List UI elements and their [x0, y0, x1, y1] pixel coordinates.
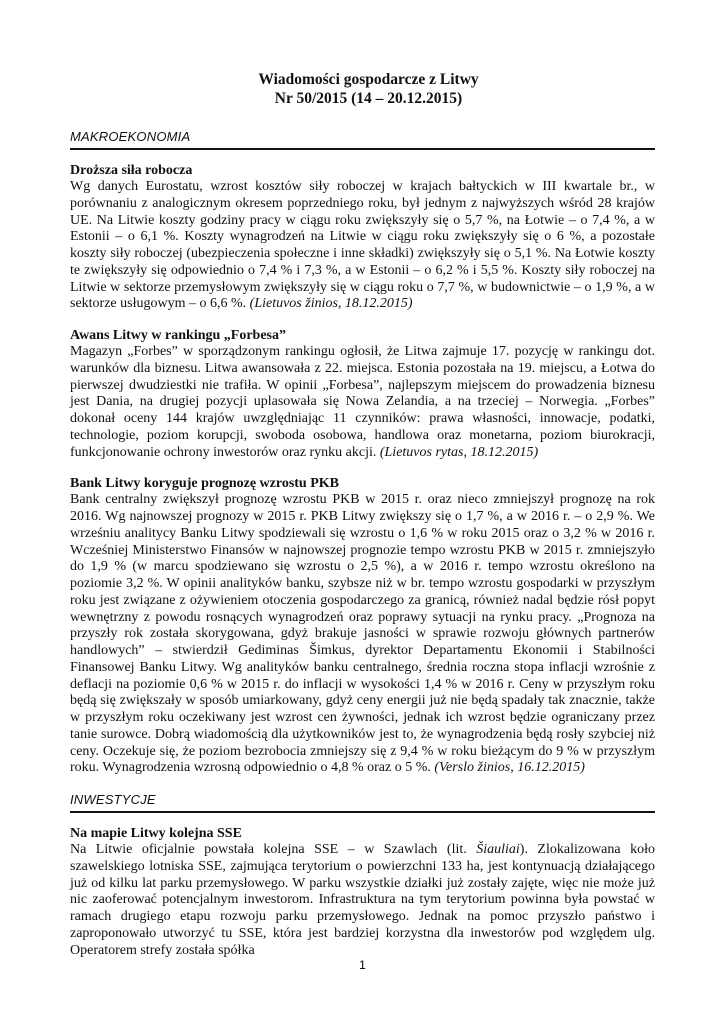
article-source: (Lietuvos žinios, 18.12.2015): [249, 296, 413, 312]
article-body: [70, 492, 655, 777]
article-body: [70, 344, 655, 461]
section-header-makroekonomia: MAKROEKONOMIA: [70, 128, 655, 150]
page-number: 1: [359, 958, 366, 972]
article-text: Wg danych Eurostatu, wzrost kosztów siły roboczej w krajach bałtyckich w III kwartale br., w porównaniu z analogicznym okresem poprzedniego roku, był jednym z najwyższych wśród 28 krajów UE. Na Litwie koszty godziny pracy w ciągu roku zwiększyły się o 5,7 %, na Łotwie – o 7,4 %, a w Estonii – o 6,1 %. Koszty wynagrodzeń na Litwie w ciągu roku zwiększyły się o 6 %, a pozostałe koszty siły roboczej (ubezpieczenia społeczne i inne składki) zwiększyły się o 5,1 %. Na Łotwie koszty te zwiększyły się odpowiednio o 7,4 % i 7,3 %, a w Estonii – o 6,2 % i 5,5 %. Koszty siły roboczej na Litwie w sektorze przemysłowym zwiększyły się w ciągu roku o 7,7 %, w budownictwie – o 1,9 %, a w sektorze usługowym – o 6,6 %.: [70, 179, 655, 312]
article-heading: Awans Litwy w rankingu „Forbesa”: [70, 328, 286, 343]
title-line-2: Nr 50/2015 (14 – 20.12.2015): [274, 90, 463, 107]
section-header-inwestycje: INWESTYCJE: [70, 791, 655, 813]
article-source: (Lietuvos rytas, 18.12.2015): [379, 444, 539, 460]
article-body: [70, 179, 655, 313]
article-text: Bank centralny zwiększył prognozę wzrostu PKB w 2015 r. oraz nieco zmniejszył prognozę na rok 2016. Wg najnowszej prognozy w 2015 r. PKB Litwy zwiększy się o 1,7 %, a w 2016 r. – o 2,9 %. We wrześniu analitycy Banku Litwy spodziewali się wzrostu o 1,6 % w roku 2015 oraz o 3,2 % w 2016 r. Wcześniej Ministerstwo Finansów w najnowszej prognozie tempo wzrostu PKB w 2015 r. zmniejszyło do 1,9 % (w marcu spodziewano się wzrostu o 2,5 %), a w 2016 r. tempo wzrostu określono na poziomie 3,2 %. W opinii analityków banku, szybsze niż w br. tempo wzrostu gospodarki w przyszłym roku jest związane z ożywieniem otoczenia gospodarczego za granicą, również nadal będzie rósł popyt wewnętrzny z powodu rosnących wynagrodzeń oraz poprawy sytuacji na rynku pracy. „Prognoza na przyszły rok została skorygowana, gdyż brakuje jasności w sprawie rozwoju głównych partnerów handlowych” – stwierdził Gediminas Šimkus, dyrektor Departamentu Ekonomii i Stabilności Finansowej Banku Litwy. Wg analityków banku centralnego, średnia roczna stopa inflacji wzrośnie z deflacji na poziomie 0,6 % w 2015 r. do inflacji w wysokości 1,4 % w 2016 r. Ceny w przyszłym roku będą się zwiększały w sposób umiarkowany, gdyż ceny energii już nie będą spadały tak znacznie, także w przyszłym roku oczekiwany jest wzrost cen żywności, jednak ich wzrost będzie ograniczany przez tanie surowce. Dobrą wiadomością dla użytkowników jest to, że wynagrodzenia będą rosły szybciej niż ceny. Oczekuje się, że poziom bezrobocia zmniejszy się z 9,4 % w roku bieżącym do 9 % w przyszłym roku. Wynagrodzenia wzrosną odpowiednio o 4,8 % oraz o 5 %.: [70, 492, 655, 776]
article-text: Magazyn „Forbes” w sporządzonym rankingu ogłosił, że Litwa zajmuje 17. pozycję w rankingu dot. warunków dla biznesu. Litwa awansowała z 22. miejsca. Estonia pozostała na 19. miejscu, a Łotwa do pierwszej dwudziestki nie trafiła. W opinii „Forbesa”, najlepszym miejscem do prowadzenia biznesu jest Dania, na drugiej pozycji uplasowała się Nowa Zelandia, a na trzeciej – Norwegia. „Forbes” dokonał oceny 144 krajów uwzględniając 11 czynników: prawa własności, innowacje, podatki, technologie, poziom korupcji, swoboda osobowa, handlowa oraz monetarna, poziom biurokracji, funkcjonowanie ochrony inwestorów oraz rynku akcji.: [70, 344, 655, 460]
article-heading: Droższa siła robocza: [70, 163, 193, 178]
document-title: [82, 70, 655, 108]
article-text-before: Na Litwie oficjalnie powstała kolejna SSE – w Szawlach (lit.: [70, 842, 477, 857]
title-line-1: Wiadomości gospodarcze z Litwy: [258, 71, 479, 88]
article-bank-litwy: [70, 475, 655, 777]
article-nowa-sse: [70, 825, 655, 959]
article-text-after: ). Zlokalizowana koło szawelskiego lotniska SSE, zajmująca terytorium o powierzchni 133 ha, jest kontynuacją działającego już od kilku lat parku przemysłowego. W parku wszystkie działki już zostały zajęte, więc nie może już nic zaoferować potencjalnym inwestorom. Infrastruktura na tym terytorium powinna była powstać w ramach drugiego etapu rozwoju parku przemysłowego. Jednak na pomoc przyszło państwo i zaproponowało utworzyć tu SSE, która jest bardziej korzystna dla inwestorów pod względem ulg. Operatorem strefy została spółka: [70, 842, 655, 958]
article-awans-litwy: [70, 327, 655, 461]
article-source: (Verslo žinios, 16.12.2015): [434, 760, 585, 776]
article-body: [70, 842, 655, 959]
article-heading: Bank Litwy koryguje prognozę wzrostu PKB: [70, 476, 339, 492]
article-drozsza-sila-robocza: [70, 162, 655, 313]
article-text-italic: Šiauliai: [476, 842, 520, 857]
article-heading: Na mapie Litwy kolejna SSE: [70, 826, 242, 841]
